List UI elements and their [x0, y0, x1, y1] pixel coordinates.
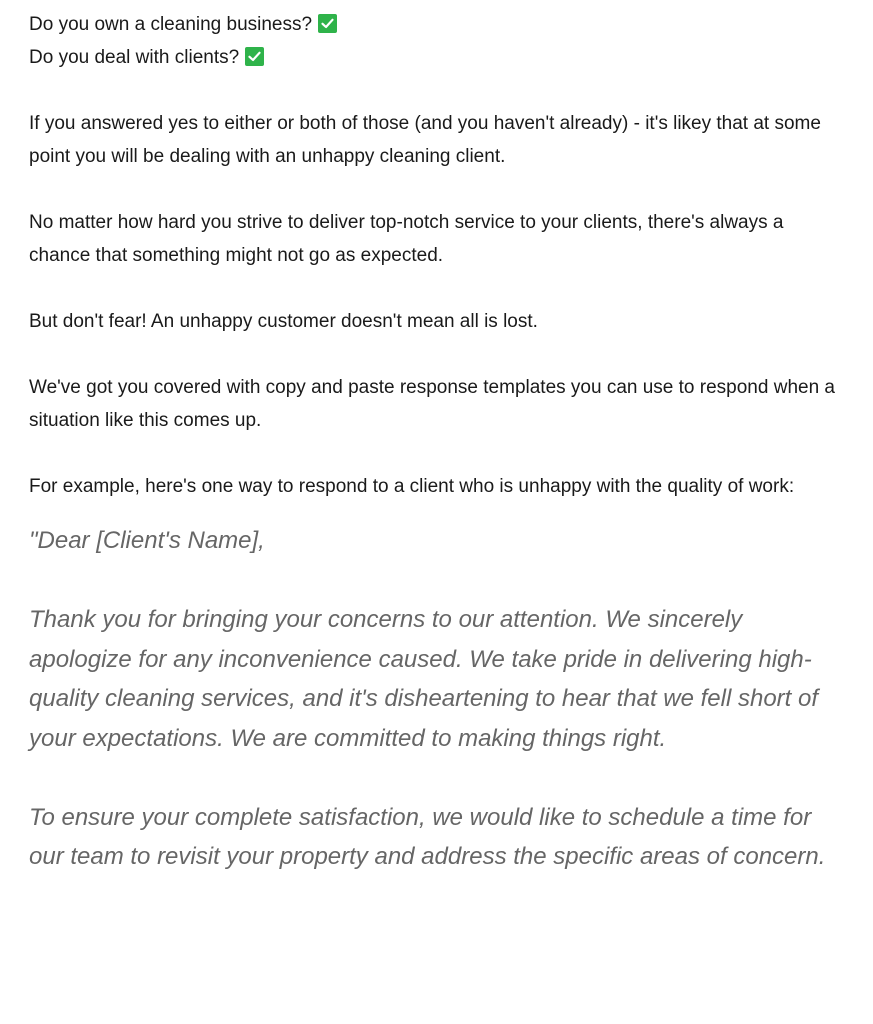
- article-body: [29, 8, 849, 877]
- question-business-text: Do you own a cleaning business?: [29, 14, 313, 35]
- question-clients-text: Do you deal with clients?: [29, 47, 240, 68]
- question-line-business: [29, 8, 849, 41]
- check-mark-icon: [318, 14, 337, 33]
- paragraph-dont-fear: But don't fear! An unhappy customer doesn't mean all is lost.: [29, 311, 538, 332]
- paragraph-answered-yes: If you answered yes to either or both of those (and you haven't already) - it's likey that at some point you will be dealing with an unhappy cleaning client.: [29, 113, 821, 167]
- question-line-clients: [29, 41, 849, 74]
- check-mark-icon: [245, 47, 264, 66]
- template-body-apology: Thank you for bringing your concerns to our attention. We sincerely apologize for any inconvenience caused. We take pride in delivering high-quality cleaning services, and it's disheartening to hear that we fell short of your expectations. We are committed to making things right.: [29, 606, 819, 752]
- template-greeting: "Dear [Client's Name],: [29, 527, 265, 554]
- template-body-revisit: To ensure your complete satisfaction, we would like to schedule a time for our team to revisit your property and address the specific areas of concern.: [29, 803, 826, 870]
- paragraph-example: For example, here's one way to respond to a client who is unhappy with the quality of work:: [29, 476, 795, 497]
- paragraph-covered: We've got you covered with copy and paste response templates you can use to respond when a situation like this comes up.: [29, 377, 835, 431]
- paragraph-no-matter: No matter how hard you strive to deliver top-notch service to your clients, there's always a chance that something might not go as expected.: [29, 212, 784, 266]
